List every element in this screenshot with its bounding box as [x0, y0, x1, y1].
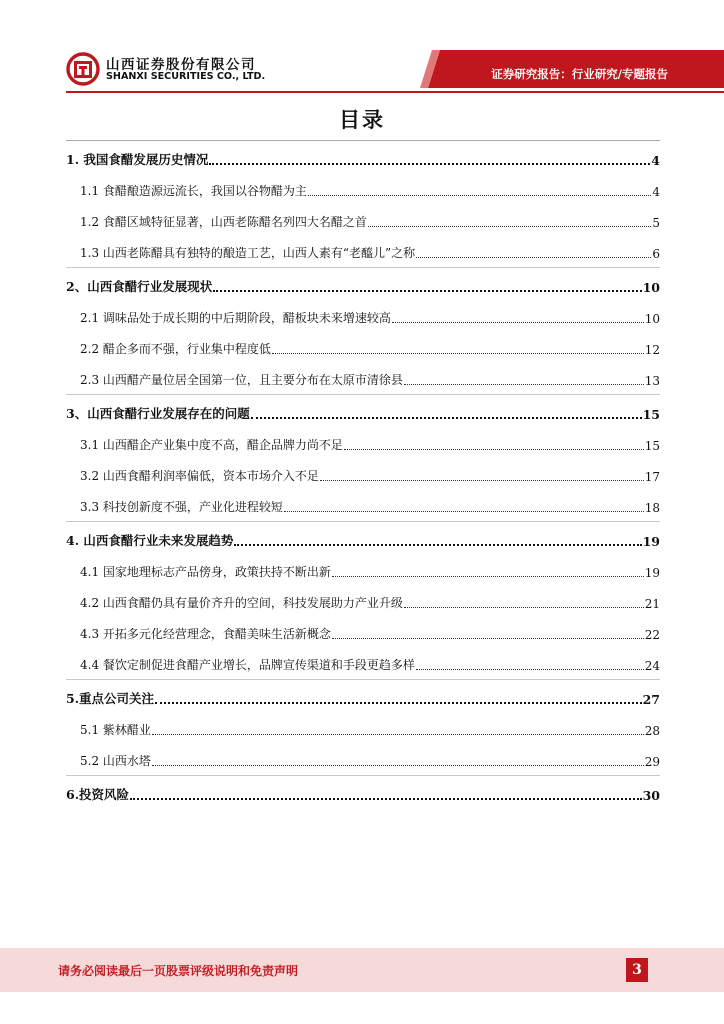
toc-section-entry[interactable]	[66, 522, 660, 555]
toc-subsection-label: 3.3 科技创新度不强，产业化进程较短	[80, 500, 283, 514]
toc-subsection-label: 5.2 山西水塔	[80, 754, 151, 768]
report-type-label: 证券研究报告：行业研究/专题报告	[491, 67, 668, 81]
toc-subsection-label: 1.1 食醋酿造源远流长，我国以谷物醋为主	[80, 184, 307, 198]
dot-leader	[155, 702, 642, 704]
toc-subsection-label: 3.1 山西醋企产业集中度不高，醋企品牌力尚不足	[80, 438, 343, 452]
toc-section-label: 6.投资风险	[66, 787, 130, 802]
toc-section-page-number: 27	[642, 692, 660, 707]
toc-subsection-page-number: 21	[644, 597, 660, 611]
toc-subsection-entry[interactable]	[66, 648, 660, 679]
toc-subsection-label: 2.1 调味品处于成长期的中后期阶段，醋板块未来增速较高	[80, 311, 391, 325]
toc-subsection-label: 4.1 国家地理标志产品傍身，政策扶持不断出新	[80, 565, 331, 579]
toc-subsection-entry[interactable]	[66, 586, 660, 617]
dot-leader	[404, 607, 644, 608]
dot-leader	[209, 163, 650, 165]
toc-section-entry[interactable]	[66, 141, 660, 174]
toc-subsection-page-number: 13	[644, 374, 660, 388]
toc-subsection-page-number: 15	[644, 439, 660, 453]
toc-subsection-page-number: 29	[644, 755, 660, 769]
dot-leader	[251, 417, 642, 419]
dot-leader	[416, 257, 651, 258]
dot-leader	[213, 290, 641, 292]
toc-section-page-number: 10	[642, 280, 660, 295]
toc-subsection-page-number: 22	[644, 628, 660, 642]
company-name-cn: 山西证券股份有限公司	[106, 57, 256, 73]
disclaimer-note: 请务必阅读最后一页股票评级说明和免责声明	[58, 964, 299, 978]
company-name-en: SHANXI SECURITIES CO., LTD.	[106, 71, 266, 82]
toc-subsection-page-number: 4	[652, 185, 660, 199]
toc-subsection-page-number: 12	[644, 343, 660, 357]
toc-subsection-entry[interactable]	[66, 301, 660, 332]
page-title: 目录	[339, 108, 385, 132]
toc-section-entry[interactable]	[66, 776, 660, 809]
page-header	[0, 0, 724, 98]
toc-subsection-entry[interactable]	[66, 428, 660, 459]
toc-subsection-entry[interactable]	[66, 236, 660, 267]
toc-subsection-label: 2.3 山西醋产量位居全国第一位，且主要分布在太原市清徐县	[80, 373, 403, 387]
toc-subsection-label: 4.2 山西食醋仍具有量价齐升的空间，科技发展助力产业升级	[80, 596, 403, 610]
toc-section-label: 5.重点公司关注	[66, 691, 155, 706]
toc-subsection-label: 4.4 餐饮定制促进食醋产业增长，品牌宣传渠道和手段更趋多样	[80, 658, 415, 672]
toc-section-label: 3、山西食醋行业发展存在的问题	[66, 406, 250, 421]
toc-section-page-number: 4	[651, 153, 660, 168]
toc-subsection-entry[interactable]	[66, 555, 660, 586]
table-of-contents	[66, 140, 660, 809]
toc-subsection-entry[interactable]	[66, 744, 660, 775]
toc-section-page-number: 19	[642, 534, 660, 549]
page-number: 3	[626, 958, 648, 982]
toc-subsection-label: 2.2 醋企多而不强，行业集中程度低	[80, 342, 271, 356]
toc-section-label: 2、山西食醋行业发展现状	[66, 279, 213, 294]
header-banner	[0, 0, 724, 98]
toc-subsection-label: 5.1 紫林醋业	[80, 723, 151, 737]
toc-section-page-number: 30	[642, 788, 660, 803]
dot-leader	[416, 669, 644, 670]
toc-subsection-page-number: 19	[644, 566, 660, 580]
dot-leader	[368, 226, 651, 227]
toc-section-label: 4. 山西食醋行业未来发展趋势	[66, 533, 234, 548]
dot-leader	[284, 511, 644, 512]
toc-subsection-page-number: 10	[644, 312, 660, 326]
toc-subsection-page-number: 24	[644, 659, 660, 673]
toc-subsection-page-number: 17	[644, 470, 660, 484]
toc-subsection-entry[interactable]	[66, 617, 660, 648]
toc-section-entry[interactable]	[66, 680, 660, 713]
dot-leader	[332, 576, 644, 577]
toc-subsection-label: 4.3 开拓多元化经营理念，食醋美味生活新概念	[80, 627, 331, 641]
dot-leader	[308, 195, 651, 196]
company-logo-icon	[66, 52, 100, 86]
toc-subsection-page-number: 6	[652, 247, 660, 261]
toc-subsection-entry[interactable]	[66, 205, 660, 236]
toc-subsection-page-number: 5	[652, 216, 660, 230]
toc-subsection-entry[interactable]	[66, 459, 660, 490]
toc-subsection-label: 3.2 山西食醋利润率偏低，资本市场介入不足	[80, 469, 319, 483]
toc-subsection-label: 1.3 山西老陈醋具有独特的酿造工艺，山西人素有“老醯儿”之称	[80, 246, 416, 260]
toc-subsection-page-number: 18	[644, 501, 660, 515]
dot-leader	[130, 798, 642, 800]
dot-leader	[332, 638, 644, 639]
toc-subsection-entry[interactable]	[66, 174, 660, 205]
toc-subsection-entry[interactable]	[66, 490, 660, 521]
toc-section-label: 1. 我国食醋发展历史情况	[66, 152, 209, 167]
toc-subsection-entry[interactable]	[66, 363, 660, 394]
toc-section-entry[interactable]	[66, 268, 660, 301]
toc-section-entry[interactable]	[66, 395, 660, 428]
toc-subsection-entry[interactable]	[66, 332, 660, 363]
dot-leader	[344, 449, 644, 450]
dot-leader	[392, 322, 644, 323]
dot-leader	[234, 544, 641, 546]
dot-leader	[152, 765, 644, 766]
dot-leader	[404, 384, 644, 385]
toc-subsection-page-number: 28	[644, 724, 660, 738]
toc-section-page-number: 15	[642, 407, 660, 422]
dot-leader	[320, 480, 644, 481]
toc-subsection-entry[interactable]	[66, 713, 660, 744]
dot-leader	[272, 353, 644, 354]
toc-subsection-label: 1.2 食醋区域特征显著，山西老陈醋名列四大名醋之首	[80, 215, 367, 229]
dot-leader	[152, 734, 644, 735]
